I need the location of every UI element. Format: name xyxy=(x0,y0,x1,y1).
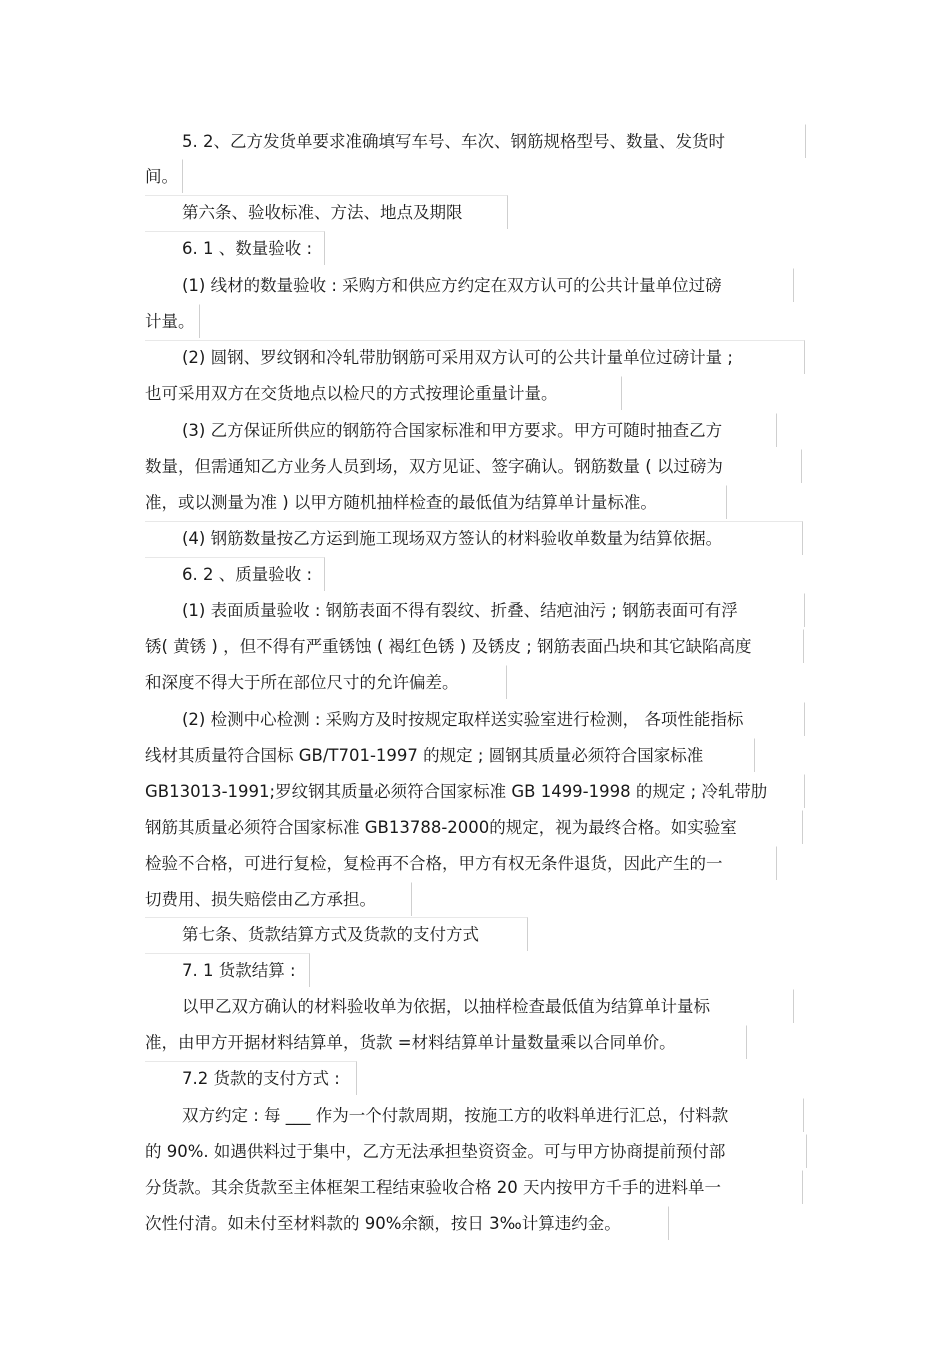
text-line xyxy=(145,413,777,447)
line-text: 准，由甲方开据材料结算单，货款 =材料结算单计量数量乘以合同单价。 xyxy=(145,1033,676,1052)
text-line xyxy=(145,521,803,555)
line-text: 钢筋其质量必须符合国家标准 GB13788-2000的规定，视为最终合格。如实验室 xyxy=(145,818,737,837)
line-text: 准，或以测量为准 ) 以甲方随机抽样检查的最低值为结算单计量标准。 xyxy=(145,493,657,512)
line-text: (4) 钢筋数量按乙方运到施工现场双方签认的材料验收单数量为结算依据。 xyxy=(182,529,723,548)
subsection-heading xyxy=(145,231,325,265)
text-line xyxy=(145,738,755,772)
text-line xyxy=(145,1206,669,1240)
line-text: (2) 检测中心检测 : 采购方及时按规定取样送实验室进行检测， 各项性能指标 xyxy=(182,710,744,729)
line-text: GB13013-1991;罗纹钢其质量必须符合国家标准 GB 1499-1998 的规定 ; 冷轧带肋 xyxy=(145,782,768,801)
line-text: (1) 表面质量验收 : 钢筋表面不得有裂纹、折叠、结疤油污 ; 钢筋表面可有浮 xyxy=(182,601,738,620)
text-line xyxy=(145,1134,807,1168)
text-line xyxy=(145,485,727,519)
line-text: (2) 圆钢、罗纹钢和冷轧带肋钢筋可采用双方认可的公共计量单位过磅计量 ; xyxy=(182,348,733,367)
line-text: 6. 1 、数量验收 : xyxy=(182,239,313,258)
text-line xyxy=(145,1170,803,1204)
subsection-heading xyxy=(145,1061,357,1095)
line-text: 6. 2 、质量验收 : xyxy=(182,565,313,584)
line-text: 线材其质量符合国标 GB/T701-1997 的规定 ; 圆钢其质量必须符合国家标准 xyxy=(145,746,704,765)
text-line xyxy=(145,810,803,844)
line-text: 的 90%. 如遇供料过于集中，乙方无法承担垫资资金。可与甲方协商提前预付部 xyxy=(145,1142,726,1161)
text-line xyxy=(145,774,805,808)
line-text: 锈( 黄锈 ) ，但不得有严重锈蚀 ( 褐红色锈 ) 及锈皮 ; 钢筋表面凸块和其它缺陷高度 xyxy=(145,637,752,656)
line-text: 以甲乙双方确认的材料验收单为依据，以抽样检查最低值为结算单计量标 xyxy=(182,997,710,1016)
line-text: 和深度不得大于所在部位尺寸的允许偏差。 xyxy=(145,673,459,692)
text-line xyxy=(145,1025,747,1059)
text-line xyxy=(145,989,794,1023)
line-text: 数量，但需通知乙方业务人员到场，双方见证、签字确认。钢筋数量 ( 以过磅为 xyxy=(145,457,723,476)
line-text: 间。 xyxy=(145,167,178,186)
text-line xyxy=(145,159,183,193)
text-line xyxy=(145,449,802,483)
text-line xyxy=(145,268,794,302)
line-text: 也可采用双方在交货地点以检尺的方式按理论重量计量。 xyxy=(145,384,558,403)
line-text: 切费用、损失赔偿由乙方承担。 xyxy=(145,890,376,909)
text-line xyxy=(145,702,805,736)
text-line xyxy=(145,340,805,374)
line-text: 第七条、货款结算方式及货款的支付方式 xyxy=(182,925,479,944)
text-line xyxy=(145,665,507,699)
text-line xyxy=(145,629,804,663)
line-text: 第六条、验收标准、方法、地点及期限 xyxy=(182,203,463,222)
text-line xyxy=(145,1098,804,1132)
line-text: 7. 1 货款结算 : xyxy=(182,961,296,980)
line-text: 7.2 货款的支付方式 : xyxy=(182,1069,340,1088)
line-text: 双方约定 : 每 ___ 作为一个付款周期，按施工方的收料单进行汇总，付料款 xyxy=(182,1106,729,1125)
line-text: 计量。 xyxy=(145,312,195,331)
text-line xyxy=(145,304,200,338)
line-text: 次性付清。如未付至材料款的 90%余额，按日 3‰计算违约金。 xyxy=(145,1214,621,1233)
line-text: (1) 线材的数量验收 : 采购方和供应方约定在双方认可的公共计量单位过磅 xyxy=(182,276,722,295)
line-text: 分货款。其余货款至主体框架工程结束验收合格 20 天内按甲方千手的进料单一 xyxy=(145,1178,721,1197)
text-line xyxy=(145,593,805,627)
line-text: 5. 2、乙方发货单要求准确填写车号、车次、钢筋规格型号、数量、发货时 xyxy=(182,132,725,151)
line-text: (3) 乙方保证所供应的钢筋符合国家标准和甲方要求。甲方可随时抽查乙方 xyxy=(182,421,723,440)
subsection-heading xyxy=(145,953,310,987)
text-line xyxy=(145,376,622,410)
text-line xyxy=(145,882,412,916)
text-line xyxy=(145,124,806,158)
section-heading xyxy=(145,917,528,951)
line-text: 检验不合格，可进行复检，复检再不合格，甲方有权无条件退货，因此产生的一 xyxy=(145,854,723,873)
subsection-heading xyxy=(145,557,325,591)
text-line xyxy=(145,846,777,880)
section-heading xyxy=(145,195,508,229)
